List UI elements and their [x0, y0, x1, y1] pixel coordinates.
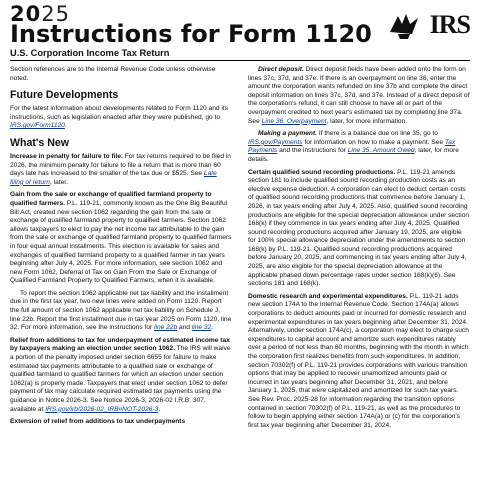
line-22b-link[interactable]: line 22b	[154, 324, 178, 332]
section1062-end: .	[211, 324, 214, 332]
payments-link[interactable]: IRS.gov/Payments	[248, 138, 303, 146]
header-divider	[10, 60, 470, 61]
year-light: 25	[41, 2, 70, 26]
document-subtitle: U.S. Corporation Income Tax Return	[10, 48, 170, 58]
irs-logo-text: IRS	[429, 10, 470, 39]
and-text: and	[177, 324, 192, 332]
sound-recording-text: P.L. 119-21 amends section 181 to include qualified sound recording production costs as an elective expense deduction. A corporation can elect to deduct certain costs of qualified sound recording productions that commence before January 1, 2026, in tax years ending after July 4, 2025. Also, qualified sound recording productions are eligible for the special depreciation allowance under section 168(k) if they commence in tax years ending after July 4, 2025. Qualified sound recording productions acquired after January 19, 2025, are eligible for 100% special allowance depreciation under the amendments to section 168(k) by P.L. 119-21. Qualified sound recording productions acquired before January 20, 2025, and commencing in tax years ending after July 4, 2025, are also eligible for the special depreciation allowance at the applicable phased down percentage rates under section 168(k)(6). See sections 181 and 168(k).	[248, 168, 470, 288]
document-title: Instructions for Form 1120	[10, 20, 372, 48]
research-lead: Domestic research and experimental expenditures.	[248, 292, 408, 300]
direct-deposit-end: , later, for more information.	[326, 117, 408, 125]
relief-end: .	[158, 405, 161, 413]
penalty-end: , later.	[49, 178, 68, 186]
section1062-text: To report the section 1062 applicable net tax liability and the installment due in the first tax year, two new lines were added on Form 1120. Report the full amount of section 1062 applicable net tax liability on Schedule J, line 22b. Report the first installment due in tax year 2025 on Form 1120, line 32. For more information, see the instructions for	[10, 289, 232, 332]
extension-paragraph	[10, 418, 232, 427]
form1120-link[interactable]: IRS.gov/Form1120	[10, 122, 65, 130]
late-filing-link[interactable]: Late filing of return	[10, 170, 217, 186]
penalty-text: For tax returns required to be filed in 2026, the minimum penalty for failure to file a return that is more than 60 days late has increased to the smaller of the tax due or $525. See	[10, 152, 231, 178]
farmland-paragraph	[10, 191, 232, 286]
penalty-lead: Increase in penalty for failure to file.	[10, 152, 123, 160]
left-column	[10, 66, 232, 431]
irs-eagle-logo-icon	[388, 10, 420, 40]
line-32-link[interactable]: line 32	[191, 324, 212, 332]
farmland-lead: Gain from the sale or exchange of qualified farmland property to qualified farmers.	[10, 191, 212, 207]
year-bold: 20	[10, 2, 42, 26]
making-payment-mid2: and the instructions for	[277, 147, 348, 155]
sound-recording-lead: Certain qualified sound recording productions.	[248, 168, 396, 176]
amount-owed-link[interactable]: Line 35. Amount Owed	[347, 147, 415, 155]
research-text: P.L. 119-21 adds new section 174A to the Internal Revenue Code. Section 174A(a) allows corporations to deduct amounts paid or incurred for domestic research and experimental expenditures in tax years beginning after December 31, 2024. Alternatively, under section 174A(c), a corporation may elect to charge such expenditures to capital account and amortize such expenditures ratably over a period of not less than 60 months, beginning with the month in which the corporation first realizes benefits from such expenditures. In addition, section 70302(f) of P.L. 119-21 provides corporations with various transition options that may be applied to recover unamortized amounts paid or incurred in tax years beginning after December 31, 2021, and before January 1, 2025, that were capitalized and amortized for such tax years. See Rev. Proc. 2025-28 for information regarding the transition options contained in section 70302(f) of P.L. 119-21, as well as the procedures to follow to begin applying either section 174A(a) or (c) for the corporation's first tax year beginning after December 31, 2024.	[248, 292, 469, 429]
intro-paragraph: Section references are to the Internal Revenue Code unless otherwise noted.	[10, 66, 216, 82]
notice-link[interactable]: IRS.gov/irb/2026-02_IRB#NOT-2026-3	[45, 405, 159, 413]
direct-deposit-paragraph	[248, 66, 470, 126]
farmland-text: P.L. 119-21, commonly known as the One Big Beautiful Bill Act, created new section 1062 regarding the gain from the sale or exchange of qualified farmland property to qualified farmers. Section 1062 allows taxpayers to elect to pay the net income tax attributable to the gain from the sale or exchange of qualified farmland property to qualified farmers in four equal annual installments. This election is available for sales and exchanges of qualified farmland property to a qualified farmer in tax years beginning after July 4, 2025. For more information, see section 1062 and new Form 1062, Deferral of Tax on Gain From the Sale or Exchange of Qualified Farmland Property to Qualified Farmers, when it is available.	[10, 199, 232, 285]
making-payment-lead: Making a payment.	[258, 130, 317, 138]
penalty-paragraph	[10, 153, 232, 187]
relief-text: The IRS will waive a portion of the penalty imposed under section 6655 for failure to make estimated tax payments attributable to a qualified sale or exchange of qualified farmland to qualified farmers for which an election under section 1062(a) is properly made. Taxpayers that elect under section 1062 to defer payment of tax may calculate required estimated tax payments using the guidance in Notice 2026-3. See Notice 2026-3, 2026-02 I.R.B. 307, available at	[10, 345, 231, 413]
right-column	[248, 66, 470, 434]
future-developments-heading: Future Developments	[10, 89, 119, 102]
sound-recording-paragraph	[248, 169, 470, 289]
whats-new-heading: What's New	[10, 136, 70, 149]
direct-deposit-lead: Direct deposit.	[258, 66, 304, 73]
direct-deposit-text: Direct deposit fields have been added onto the form on lines 37c, 37d, and 37e. If there is an overpayment on line 36, enter the amount the corporation wants refunded on line 37b and complete the direct deposit information on lines 37c, 37d, and 37e. Instead of a direct deposit of the corporation's refund, it can still choose to have all or part of the overpayment credited to next year's estimated tax by completing line 37a. See	[248, 66, 470, 125]
making-payment-text: If there is a balance due on line 35, go to	[317, 130, 438, 138]
tax-payments-link[interactable]: Tax Payments	[248, 138, 456, 155]
extension-lead: Extension of relief from additions to tax underpayments	[10, 418, 186, 426]
making-payment-mid: for information on how to make a payment. See	[302, 138, 445, 146]
making-payment-paragraph	[248, 130, 470, 164]
overpayment-link[interactable]: Line 36. Overpayment	[261, 117, 327, 125]
research-paragraph	[248, 293, 470, 431]
future-text: For the latest information about developments related to Form 1120 and its instructions, such as legislation enacted after they were published, go to	[10, 105, 228, 121]
making-payment-end: , later, for more details.	[248, 147, 459, 163]
section1062-paragraph	[10, 290, 232, 333]
future-developments-paragraph: For the latest information about developments related to Form 1120 and its instructions, such as legislation enacted after they were published, go to IRS.gov/Form1120.	[10, 105, 228, 130]
relief-paragraph	[10, 337, 232, 414]
relief-lead: Relief from additions to tax for underpayment of estimated income tax by taxpayers making an election under section 1062.	[10, 336, 230, 353]
